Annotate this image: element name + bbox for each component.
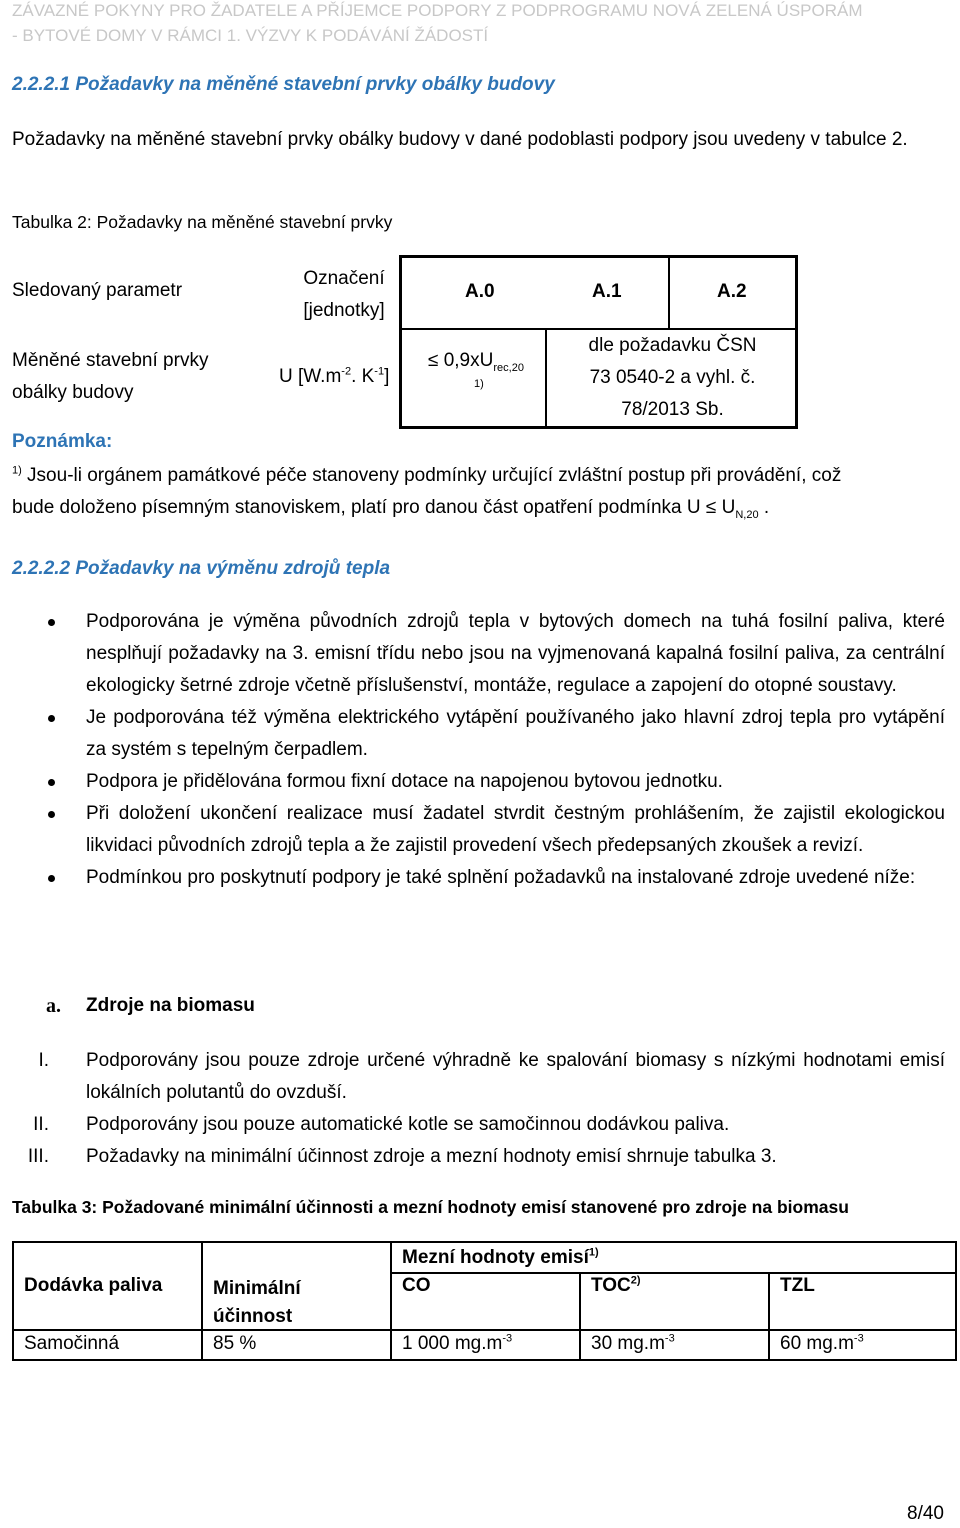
tzl-value: 60 mg.m [780,1333,854,1354]
list-item-text: Je podporována též výměna elektrického vytápění používaného jako hlavní zdroj tepla pro vytápění za systém s tepelným čerpadlem. [86,707,945,760]
roman-num: I. [38,1050,49,1071]
sublist-a-marker: a. [46,995,61,1017]
table2-header-a2: A.2 [717,281,747,302]
note-text-l2a: bude doloženo písemným stanoviskem, platí pro danou část opatření podmínka U [12,497,706,518]
section-heading-2222: 2.2.2.2 Požadavky na výměnu zdrojů tepla [12,558,391,579]
t3-header-tzl: TZL [780,1275,815,1296]
unit-sup2: -1 [374,365,385,378]
co-value: 1 000 mg.m [402,1333,503,1354]
table2-col-divider-a1 [668,255,670,330]
t3-row-co [402,1333,512,1355]
t3-col-line [390,1243,392,1359]
note-marker: 1) [12,464,22,477]
list-item [0,606,945,702]
a2-l1: dle požadavku ČSN [588,335,757,356]
table2-row-unit [279,366,389,388]
table3 [12,1241,957,1361]
unit-text: U [W.m [279,366,342,387]
roman-num: III. [27,1146,49,1167]
note-end: . [758,497,770,518]
note-text-l2b: U [716,497,736,518]
table2-row-param-l1: Měněné stavební prvky [12,350,209,371]
t3-row-line [14,1329,955,1331]
list-item [0,702,945,766]
table2-row-a01-note: 1) [474,378,484,390]
bullet-icon [48,619,55,626]
table2-header-unit-l2: [jednotky] [303,300,385,321]
t3-header-eff-l1: Minimální [213,1278,301,1299]
limits-sup: 1) [588,1246,599,1259]
unit-sup1: -2 [341,365,352,378]
unit-mid: . K [351,366,375,387]
sublist-a-label: Zdroje na biomasu [86,995,255,1016]
bullet-icon [48,715,55,722]
table2-row-a2 [547,330,798,426]
requirements-list [0,606,945,894]
bullet-icon [48,811,55,818]
t3-row-tzl [780,1333,864,1355]
roman-num: II. [33,1114,49,1135]
toc-sup: 2) [630,1274,641,1287]
t3-header-toc [591,1275,641,1297]
table2-header-unit-l1: Označení [303,268,385,289]
table2-row-param-l2: obálky budovy [12,382,134,403]
t3-row-eff: 85 % [213,1333,257,1354]
t3-row-line [390,1272,955,1274]
page-number: 8/40 [907,1503,944,1524]
table2-row-param [12,345,208,409]
t3-col-line [579,1273,581,1359]
t3-col-line [201,1243,203,1359]
list-item-text: Při doložení ukončení realizace musí žadatel stvrdit čestným prohlášením, že zajistil ekologickou likvidaci původních zdrojů tepla a že zajistil provedení všech předepsaných zkoušek a revizí. [86,803,945,856]
toc-value: 30 mg.m [591,1333,665,1354]
note-text-l1: Jsou-li orgánem památkové péče stanoveny podmínky určující zvláštní postup při provádění, což [21,465,842,486]
co-sup: -3 [502,1332,513,1345]
limits-label: Mezní hodnoty emisí [402,1247,589,1268]
note-title: Poznámka: [12,431,113,452]
t3-col-line [768,1273,770,1359]
table2-header-unit [270,263,418,327]
t3-header-eff [213,1275,301,1331]
list-item [0,862,945,894]
table2-header-a0: A.0 [465,281,495,302]
roman-text: Podporovány jsou pouze automatické kotle se samočinnou dodávkou paliva. [86,1114,730,1135]
tzl-sup: -3 [853,1332,864,1345]
a01-sub: rec,20 [493,361,524,374]
bullet-icon [48,779,55,786]
table2-header-param: Sledovaný parametr [12,280,183,301]
table2-row-a01 [428,350,524,372]
leq-symbol: ≤ [428,350,439,371]
list-item [0,766,945,798]
running-header-line2: - BYTOVÉ DOMY V RÁMCI 1. VÝZVY K PODÁVÁNÍ ŽÁDOSTÍ [12,26,489,45]
toc-value-sup: -3 [664,1332,675,1345]
toc-label: TOC [591,1275,631,1296]
table3-caption: Tabulka 3: Požadované minimální účinnosti a mezní hodnoty emisí stanovené pro zdroje na biomasu [12,1197,849,1217]
running-header-line1: ZÁVAZNÉ POKYNY PRO ŽADATELE A PŘÍJEMCE PODPORY Z PODPROGRAMU NOVÁ ZELENÁ ÚSPORÁM [12,1,863,20]
note-sub: N,20 [735,508,759,521]
list-item-text: Podmínkou pro poskytnutí podpory je také splnění požadavků na instalované zdroje uvedené níže: [86,867,916,888]
a2-l2: 73 0540-2 a vyhl. č. [589,367,756,388]
t3-header-eff-l2: účinnost [213,1306,293,1327]
t3-row-toc [591,1333,675,1355]
roman-text: Požadavky na minimální účinnost zdroje a mezní hodnoty emisí shrnuje tabulka 3. [86,1146,777,1167]
list-item-text: Podpora je přidělována formou fixní dotace na napojenou bytovou jednotku. [86,771,723,792]
t3-header-limits [402,1247,599,1269]
list-item [0,798,945,862]
intro-paragraph: Požadavky na měněné stavební prvky obálky budovy v dané podoblasti podpory jsou uvedeny v tabulce 2. [12,129,908,150]
a2-l3: 78/2013 Sb. [621,399,724,420]
t3-row-fuel: Samočinná [24,1333,120,1354]
unit-end: ] [384,366,390,387]
table2-header-a1: A.1 [592,281,622,302]
a01-value: 0,9xU [438,350,494,371]
note-text [12,460,945,524]
note-leq: ≤ [705,497,717,518]
bullet-icon [48,875,55,882]
t3-header-fuel: Dodávka paliva [24,1275,163,1296]
t3-header-co: CO [402,1275,431,1296]
roman-text: Podporovány jsou pouze zdroje určené výhradně ke spalování biomasy s nízkými hodnotami emisí lokálních polutantů do ovzduší. [86,1050,945,1103]
table2-caption: Tabulka 2: Požadavky na měněné stavební prvky [12,212,393,232]
list-item-text: Podporována je výměna původních zdrojů tepla v bytových domech na tuhá fosilní paliva, které nesplňují požadavky na 3. emisní třídu nebo jsou na vyjmenovaná kapalná fosilní paliva, za centrální ekologicky šetrné zdroje včetně příslušenství, montáže, regulace a zapojení do otopné soustavy. [86,611,945,696]
section-heading-2221: 2.2.2.1 Požadavky na měněné stavební prvky obálky budovy [12,74,555,95]
